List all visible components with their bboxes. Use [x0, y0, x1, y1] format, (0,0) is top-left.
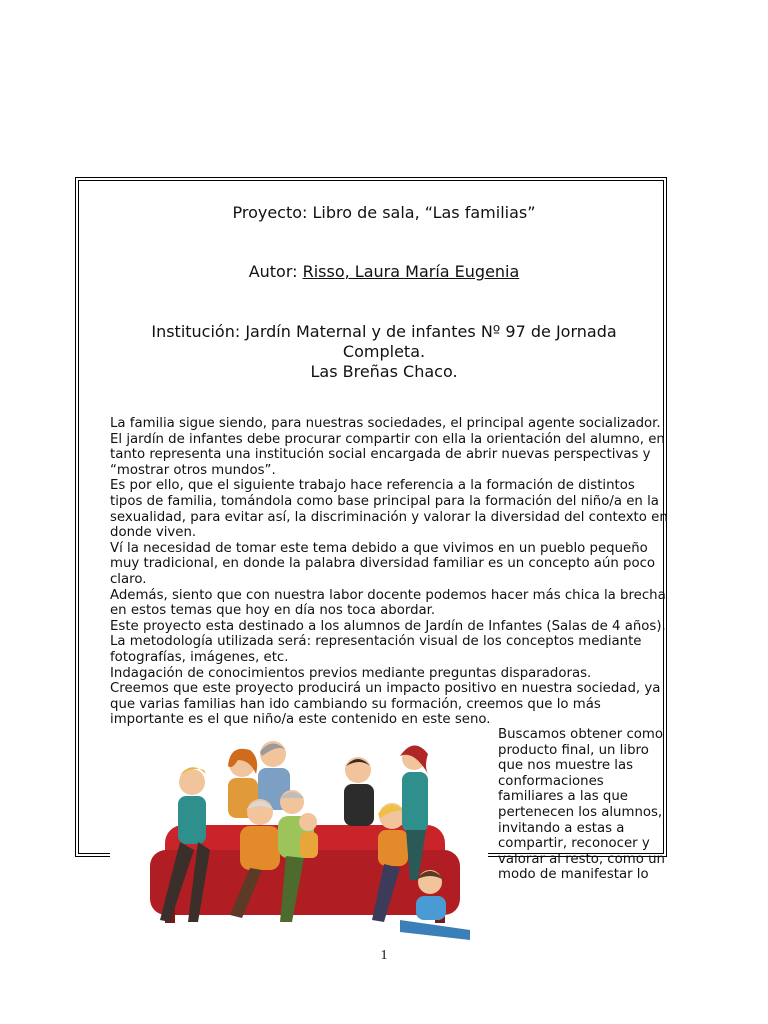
project-title: Proyecto: Libro de sala, “Las familias” [232, 203, 536, 222]
author-line [80, 262, 688, 282]
institution-line-1: Institución: Jardín Maternal y de infantes Nº 97 de Jornada [151, 322, 617, 341]
institution-line-2: Completa. [342, 342, 426, 361]
author-label: Autor: [248, 262, 303, 281]
paragraph: Este proyecto esta destinado a los alumnos de Jardín de Infantes (Salas de 4 años). La metodología utilizada será: representación visual de los conceptos mediante fotografías, imágenes, etc. [110, 618, 666, 665]
paragraph: Es por ello, que el siguiente trabajo hace referencia a la formación de distintos tipos de familia, tomándola como base principal para la formación del niño/a en la sexualidad, para evitar así, la discriminación y valorar la diversidad del contexto en donde viven. [110, 478, 668, 541]
body-text [110, 416, 670, 728]
paragraph: Creemos que este proyecto producirá un impacto positivo en nuestra sociedad, ya que varias familias han ido cambiando su formación, creemos que lo más importante es el que niño/a este contenido en este seno. [110, 681, 661, 728]
author-name: Risso, Laura María Eugenia [302, 262, 520, 281]
page-number: 1 [380, 948, 388, 963]
family-illustration [110, 730, 488, 942]
paragraph: Ví la necesidad de tomar este tema debido a que vivimos en un pueblo pequeño muy tradicional, en donde la palabra diversidad familiar es un concepto aún poco claro. [110, 540, 656, 587]
side-text: Buscamos obtener como producto final, un libro que nos muestre las conformaciones familiares a las que pertenecen los alumnos, invitando a estas a compartir, reconocer y valorar al resto, como un modo de manifestar lo [498, 727, 665, 883]
institution-block [80, 322, 688, 382]
institution-line-3: Las Breñas Chaco. [310, 362, 458, 381]
paragraph: Además, siento que con nuestra labor docente podemos hacer más chica la brecha en estos temas que hoy en día nos toca abordar. [110, 587, 666, 619]
paragraph: Indagación de conocimientos previos mediante preguntas disparadoras. [110, 665, 592, 681]
paragraph: La familia sigue siendo, para nuestras sociedades, el principal agente socializador. El jardín de infantes debe procurar compartir con ella la orientación del alumno, en tanto representa una institución social encargada de abrir nuevas perspectivas y “mostrar otros mundos”. [110, 416, 665, 478]
